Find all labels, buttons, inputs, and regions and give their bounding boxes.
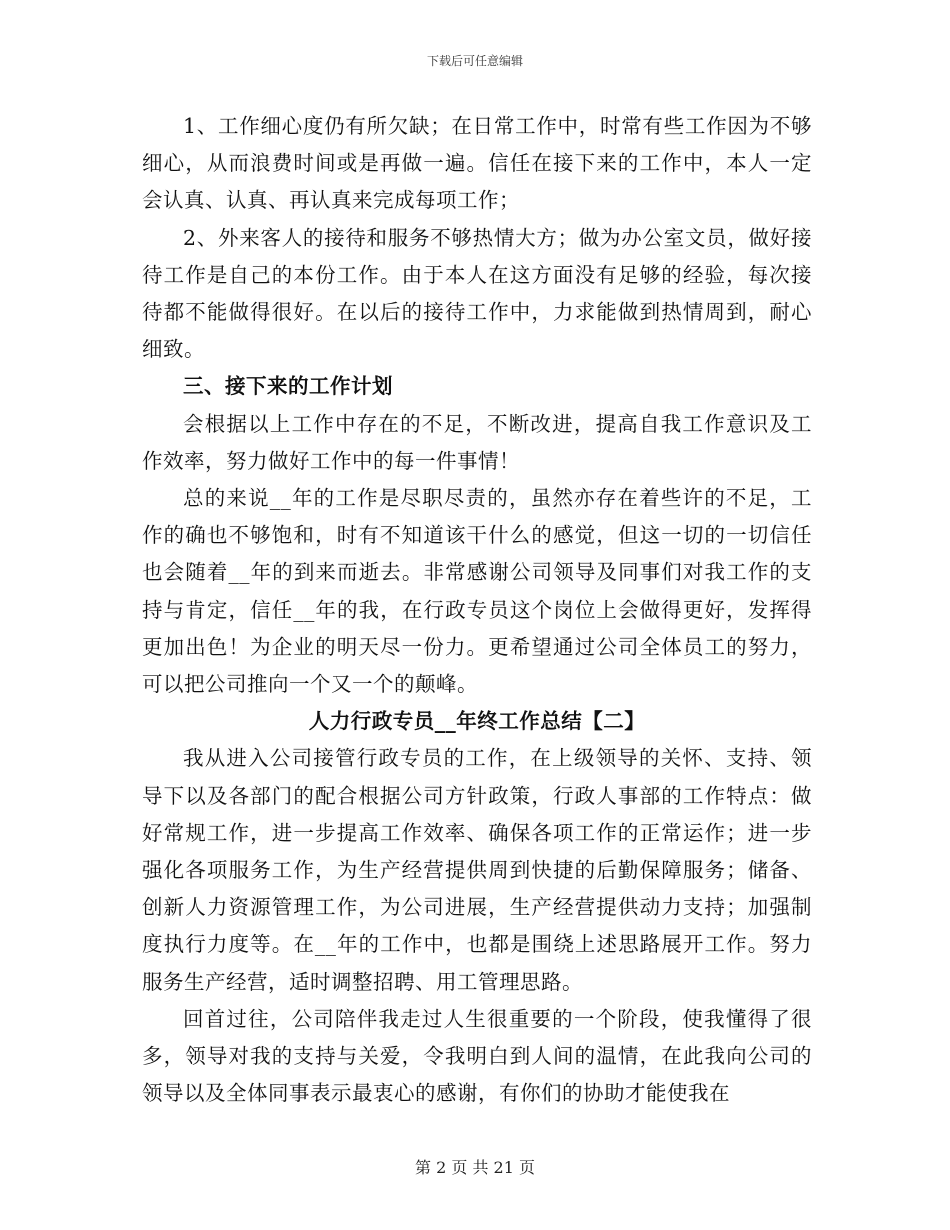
paragraph-summary: 总的来说__年的工作是尽职尽责的，虽然亦存在着些许的不足，工作的确也不够饱和，时有不知道该干什么的感觉，但这一切的一切信任也会随着__年的到来而逝去。非常感谢公司领导及同事们对我工作的支持与肯定，信任__年的我，在行政专员这个岗位上会做得更好，发挥得更加出色！为企业的明天尽一份力。更希望通过公司全体员工的努力，可以把公司推向一个又一个的颠峰。 — [142, 486, 812, 697]
paragraph-deficiency-1: 1、工作细心度仍有所欠缺；在日常工作中，时常有些工作因为不够细心，从而浪费时间或是再做一遍。信任在接下来的工作中，本人一定会认真、认真、再认真来完成每项工作； — [142, 114, 812, 213]
section-title-summary-two: 人力行政专员__年终工作总结【二】 — [308, 709, 646, 734]
header-note: 下载后可任意编辑 — [426, 54, 523, 68]
page-footer: 第 2 页 共 21 页 — [415, 1158, 535, 1177]
paragraph-work-plan: 会根据以上工作中存在的不足，不断改进，提高自我工作意识及工作效率，努力做好工作中的每一件事情！ — [142, 411, 812, 473]
paragraph-deficiency-2: 2、外来客人的接待和服务不够热情大方；做为办公室文员，做好接待工作是自己的本份工作。由于本人在这方面没有足够的经验，每次接待都不能做得很好。在以后的接待工作中，力求能做到热情周到，耐心细致。 — [142, 225, 812, 362]
document-body — [142, 108, 812, 1112]
paragraph-intro-two: 我从进入公司接管行政专员的工作，在上级领导的关怀、支持、领导下以及各部门的配合根据公司方针政策，行政人事部的工作特点：做好常规工作，进一步提高工作效率、确保各项工作的正常运作；进一步强化各项服务工作，为生产经营提供周到快捷的后勤保障服务；储备、创新人力资源管理工作，为公司进展，生产经营提供动力支持；加强制度执行力度等。在__年的工作中，也都是围绕上述思路展开工作。努力服务生产经营，适时调整招聘、用工管理思路。 — [142, 746, 812, 994]
section-heading-work-plan: 三、接下来的工作计划 — [183, 374, 393, 399]
paragraph-looking-back: 回首过往，公司陪伴我走过人生很重要的一个阶段，使我懂得了很多，领导对我的支持与关爱，令我明白到人间的温情，在此我向公司的领导以及全体同事表示最衷心的感谢，有你们的协助才能使我在 — [142, 1006, 812, 1106]
